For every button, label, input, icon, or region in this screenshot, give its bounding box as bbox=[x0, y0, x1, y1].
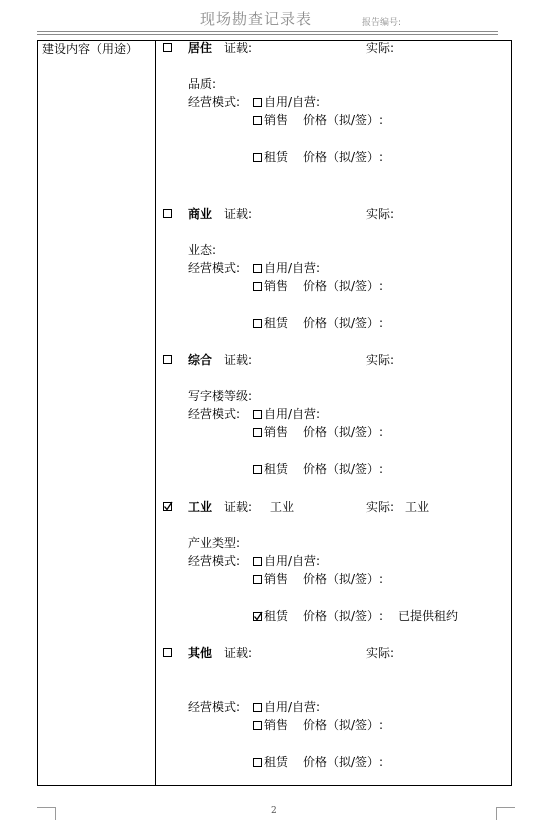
actual-label: 实际: bbox=[366, 646, 395, 660]
rent-checkbox[interactable] bbox=[253, 758, 262, 767]
sale-label: 销售 bbox=[264, 279, 289, 293]
operation-mode-label: 经营模式: bbox=[188, 407, 241, 421]
self-use-checkbox[interactable] bbox=[253, 703, 262, 712]
certified-label: 证载: bbox=[224, 646, 253, 660]
certified-label: 证载: bbox=[224, 41, 253, 55]
sale-label: 销售 bbox=[264, 718, 289, 732]
usage-type-label: 居住 bbox=[188, 41, 213, 55]
rent-label: 租赁 bbox=[264, 755, 289, 769]
rent-label: 租赁 bbox=[264, 150, 289, 164]
sale-price-label: 价格（拟/签）: bbox=[303, 718, 384, 732]
actual-label: 实际: bbox=[366, 500, 395, 514]
usage-type-checkbox[interactable] bbox=[163, 355, 172, 364]
document-title: 现场勘查记录表 bbox=[200, 10, 313, 28]
usage-type-checkbox[interactable] bbox=[163, 648, 172, 657]
actual-value: 工业 bbox=[405, 500, 430, 514]
sub-category-label: 业态: bbox=[188, 243, 217, 257]
operation-mode-label: 经营模式: bbox=[188, 700, 241, 714]
sale-label: 销售 bbox=[264, 425, 289, 439]
self-use-label: 自用/自营: bbox=[264, 700, 321, 714]
usage-type-label: 综合 bbox=[188, 353, 213, 367]
table-column-divider bbox=[155, 40, 156, 786]
rent-price-label: 价格（拟/签）: bbox=[303, 462, 384, 476]
sale-checkbox[interactable] bbox=[253, 428, 262, 437]
self-use-label: 自用/自营: bbox=[264, 407, 321, 421]
rent-checkbox[interactable] bbox=[253, 319, 262, 328]
sale-checkbox[interactable] bbox=[253, 282, 262, 291]
rent-price-label: 价格（拟/签）: bbox=[303, 609, 384, 623]
usage-type-checkbox[interactable] bbox=[163, 209, 172, 218]
page-corner-mark-right bbox=[496, 807, 515, 820]
rent-checkbox[interactable] bbox=[253, 153, 262, 162]
operation-mode-label: 经营模式: bbox=[188, 554, 241, 568]
operation-mode-label: 经营模式: bbox=[188, 261, 241, 275]
sale-price-label: 价格（拟/签）: bbox=[303, 113, 384, 127]
usage-type-checkbox[interactable] bbox=[163, 502, 172, 511]
sale-price-label: 价格（拟/签）: bbox=[303, 572, 384, 586]
rent-price-value: 已提供租约 bbox=[398, 609, 459, 623]
operation-mode-label: 经营模式: bbox=[188, 95, 241, 109]
sub-category-label: 品质: bbox=[188, 77, 217, 91]
sale-checkbox[interactable] bbox=[253, 116, 262, 125]
self-use-checkbox[interactable] bbox=[253, 98, 262, 107]
self-use-label: 自用/自营: bbox=[264, 554, 321, 568]
actual-label: 实际: bbox=[366, 353, 395, 367]
actual-label: 实际: bbox=[366, 207, 395, 221]
sale-price-label: 价格（拟/签）: bbox=[303, 279, 384, 293]
rent-price-label: 价格（拟/签）: bbox=[303, 316, 384, 330]
sale-label: 销售 bbox=[264, 113, 289, 127]
rent-label: 租赁 bbox=[264, 462, 289, 476]
rent-label: 租赁 bbox=[264, 316, 289, 330]
usage-type-checkbox[interactable] bbox=[163, 43, 172, 52]
sale-price-label: 价格（拟/签）: bbox=[303, 425, 384, 439]
sub-category-label: 产业类型: bbox=[188, 536, 241, 550]
rent-checkbox[interactable] bbox=[253, 465, 262, 474]
sale-checkbox[interactable] bbox=[253, 721, 262, 730]
header-rule-bottom bbox=[37, 34, 498, 35]
self-use-label: 自用/自营: bbox=[264, 95, 321, 109]
usage-type-label: 其他 bbox=[188, 646, 213, 660]
certified-label: 证载: bbox=[224, 207, 253, 221]
usage-type-label: 商业 bbox=[188, 207, 213, 221]
rent-price-label: 价格（拟/签）: bbox=[303, 755, 384, 769]
sale-checkbox[interactable] bbox=[253, 575, 262, 584]
page-number: 2 bbox=[271, 806, 277, 816]
rent-checkbox[interactable] bbox=[253, 612, 262, 621]
page-corner-mark-left bbox=[37, 807, 56, 820]
report-number-label: 报告编号: bbox=[362, 18, 402, 28]
self-use-checkbox[interactable] bbox=[253, 264, 262, 273]
certified-label: 证载: bbox=[224, 353, 253, 367]
certified-label: 证载: bbox=[224, 500, 253, 514]
rent-price-label: 价格（拟/签）: bbox=[303, 150, 384, 164]
usage-type-label: 工业 bbox=[188, 500, 213, 514]
self-use-checkbox[interactable] bbox=[253, 410, 262, 419]
actual-label: 实际: bbox=[366, 41, 395, 55]
row-label-construction-use: 建设内容（用途） bbox=[42, 42, 139, 56]
self-use-checkbox[interactable] bbox=[253, 557, 262, 566]
self-use-label: 自用/自营: bbox=[264, 261, 321, 275]
certified-value: 工业 bbox=[270, 500, 295, 514]
sub-category-label: 写字楼等级: bbox=[188, 389, 253, 403]
rent-label: 租赁 bbox=[264, 609, 289, 623]
sale-label: 销售 bbox=[264, 572, 289, 586]
header-rule-top bbox=[37, 31, 498, 32]
